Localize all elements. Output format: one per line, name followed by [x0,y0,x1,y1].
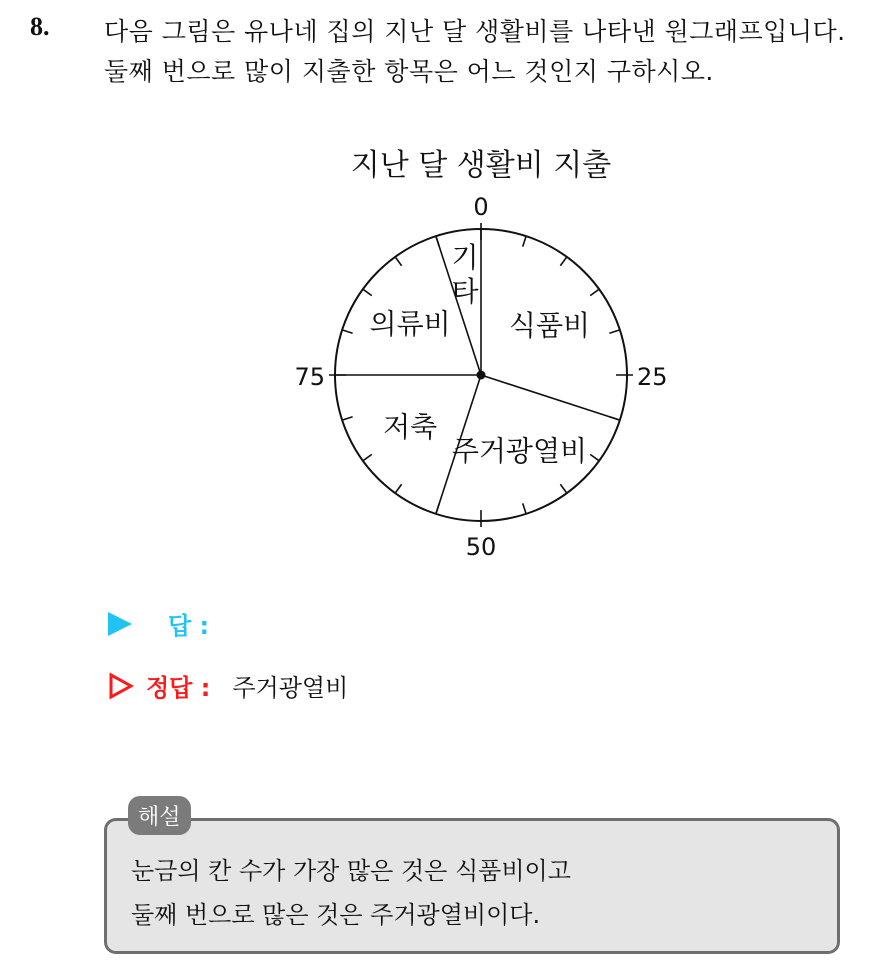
scale-label: 0 [473,193,489,221]
explanation-tag: 해설 [128,796,191,835]
tick-mark [342,330,352,333]
tick-mark [363,289,372,295]
question-text [104,12,874,92]
slice-label: 의류비 [369,307,451,341]
tick-mark [342,417,352,420]
slice-label: 타 [451,274,479,308]
explanation-line-1: 눈금의 칸 수가 가장 많은 것은 식품비이고 [131,857,571,885]
play-arrow-icon [108,612,132,636]
question-line-2: 둘째 번으로 많이 지출한 항목은 어느 것인지 구하시오. [104,57,714,86]
tick-mark [395,484,401,493]
scale-label: 50 [465,533,497,561]
tick-mark [609,330,619,333]
scale-label: 25 [637,363,668,391]
tick-mark [523,503,526,513]
slice-label: 기 [451,240,479,274]
tick-mark [523,236,526,246]
explanation-line-2: 둘째 번으로 많은 것은 주거광열비이다. [131,901,541,929]
slice-label: 저축 [383,410,438,444]
tick-mark [395,257,401,266]
tick-mark [363,454,372,460]
pie-center-dot [477,371,486,380]
scale-label: 75 [294,363,325,391]
explanation-text [131,849,571,937]
pie-chart [0,130,884,570]
explanation-box [104,818,840,954]
slice-boundary [481,375,620,420]
question-line-1: 다음 그림은 유나네 집의 지난 달 생활비를 나타낸 원그래프입니다. [104,17,846,46]
correct-answer-row [108,668,348,703]
chart-title: 지난 달 생활비 지출 [350,148,612,183]
tick-mark [590,454,599,460]
slice-label: 식품비 [508,309,591,343]
tick-mark [590,289,599,295]
slice-label: 주거광열비 [451,434,588,468]
question-number: 8. [30,12,50,41]
correct-answer-label: 정답 : [146,674,211,702]
outline-arrow-icon [108,672,134,700]
tick-mark [560,257,566,266]
tick-mark [560,484,566,493]
correct-answer-value: 주거광열비 [232,674,349,702]
answer-row [108,606,209,641]
answer-label: 답 : [168,612,210,640]
